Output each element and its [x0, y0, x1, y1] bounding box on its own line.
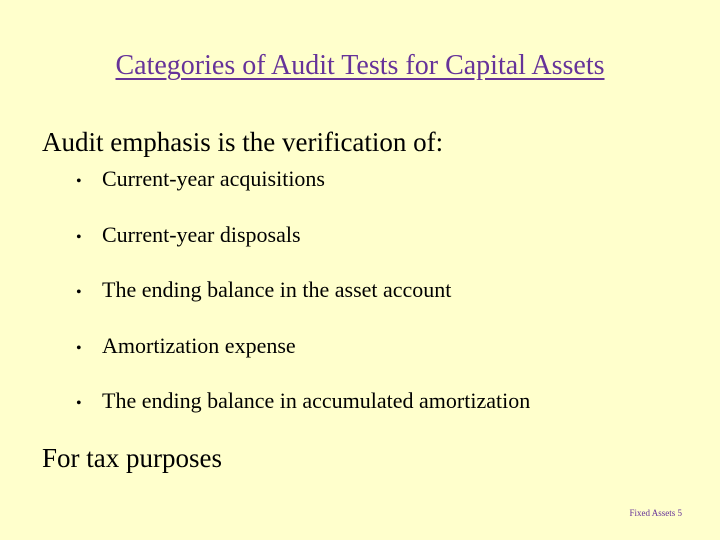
bullet-text: Current-year disposals [102, 222, 301, 247]
bullet-text: Current-year acquisitions [102, 166, 325, 191]
bullet-item [76, 222, 301, 248]
closing-text: For tax purposes [42, 443, 222, 473]
bullet-item [76, 277, 451, 303]
lead-text: Audit emphasis is the verification of: [42, 127, 444, 157]
bullet-icon: • [76, 284, 82, 301]
bullet-item [76, 166, 325, 192]
slide-title: Categories of Audit Tests for Capital Assets [115, 50, 605, 81]
bullet-icon: • [76, 229, 82, 246]
slide-footer: Fixed Assets 5 [629, 508, 682, 518]
bullet-icon: • [76, 173, 82, 190]
bullet-icon: • [76, 340, 82, 357]
bullet-text: The ending balance in accumulated amortization [102, 388, 531, 413]
bullet-text: The ending balance in the asset account [102, 277, 452, 302]
bullet-item [76, 388, 530, 414]
bullet-icon: • [76, 395, 82, 412]
bullet-text: Amortization expense [102, 333, 296, 358]
bullet-item [76, 333, 296, 359]
